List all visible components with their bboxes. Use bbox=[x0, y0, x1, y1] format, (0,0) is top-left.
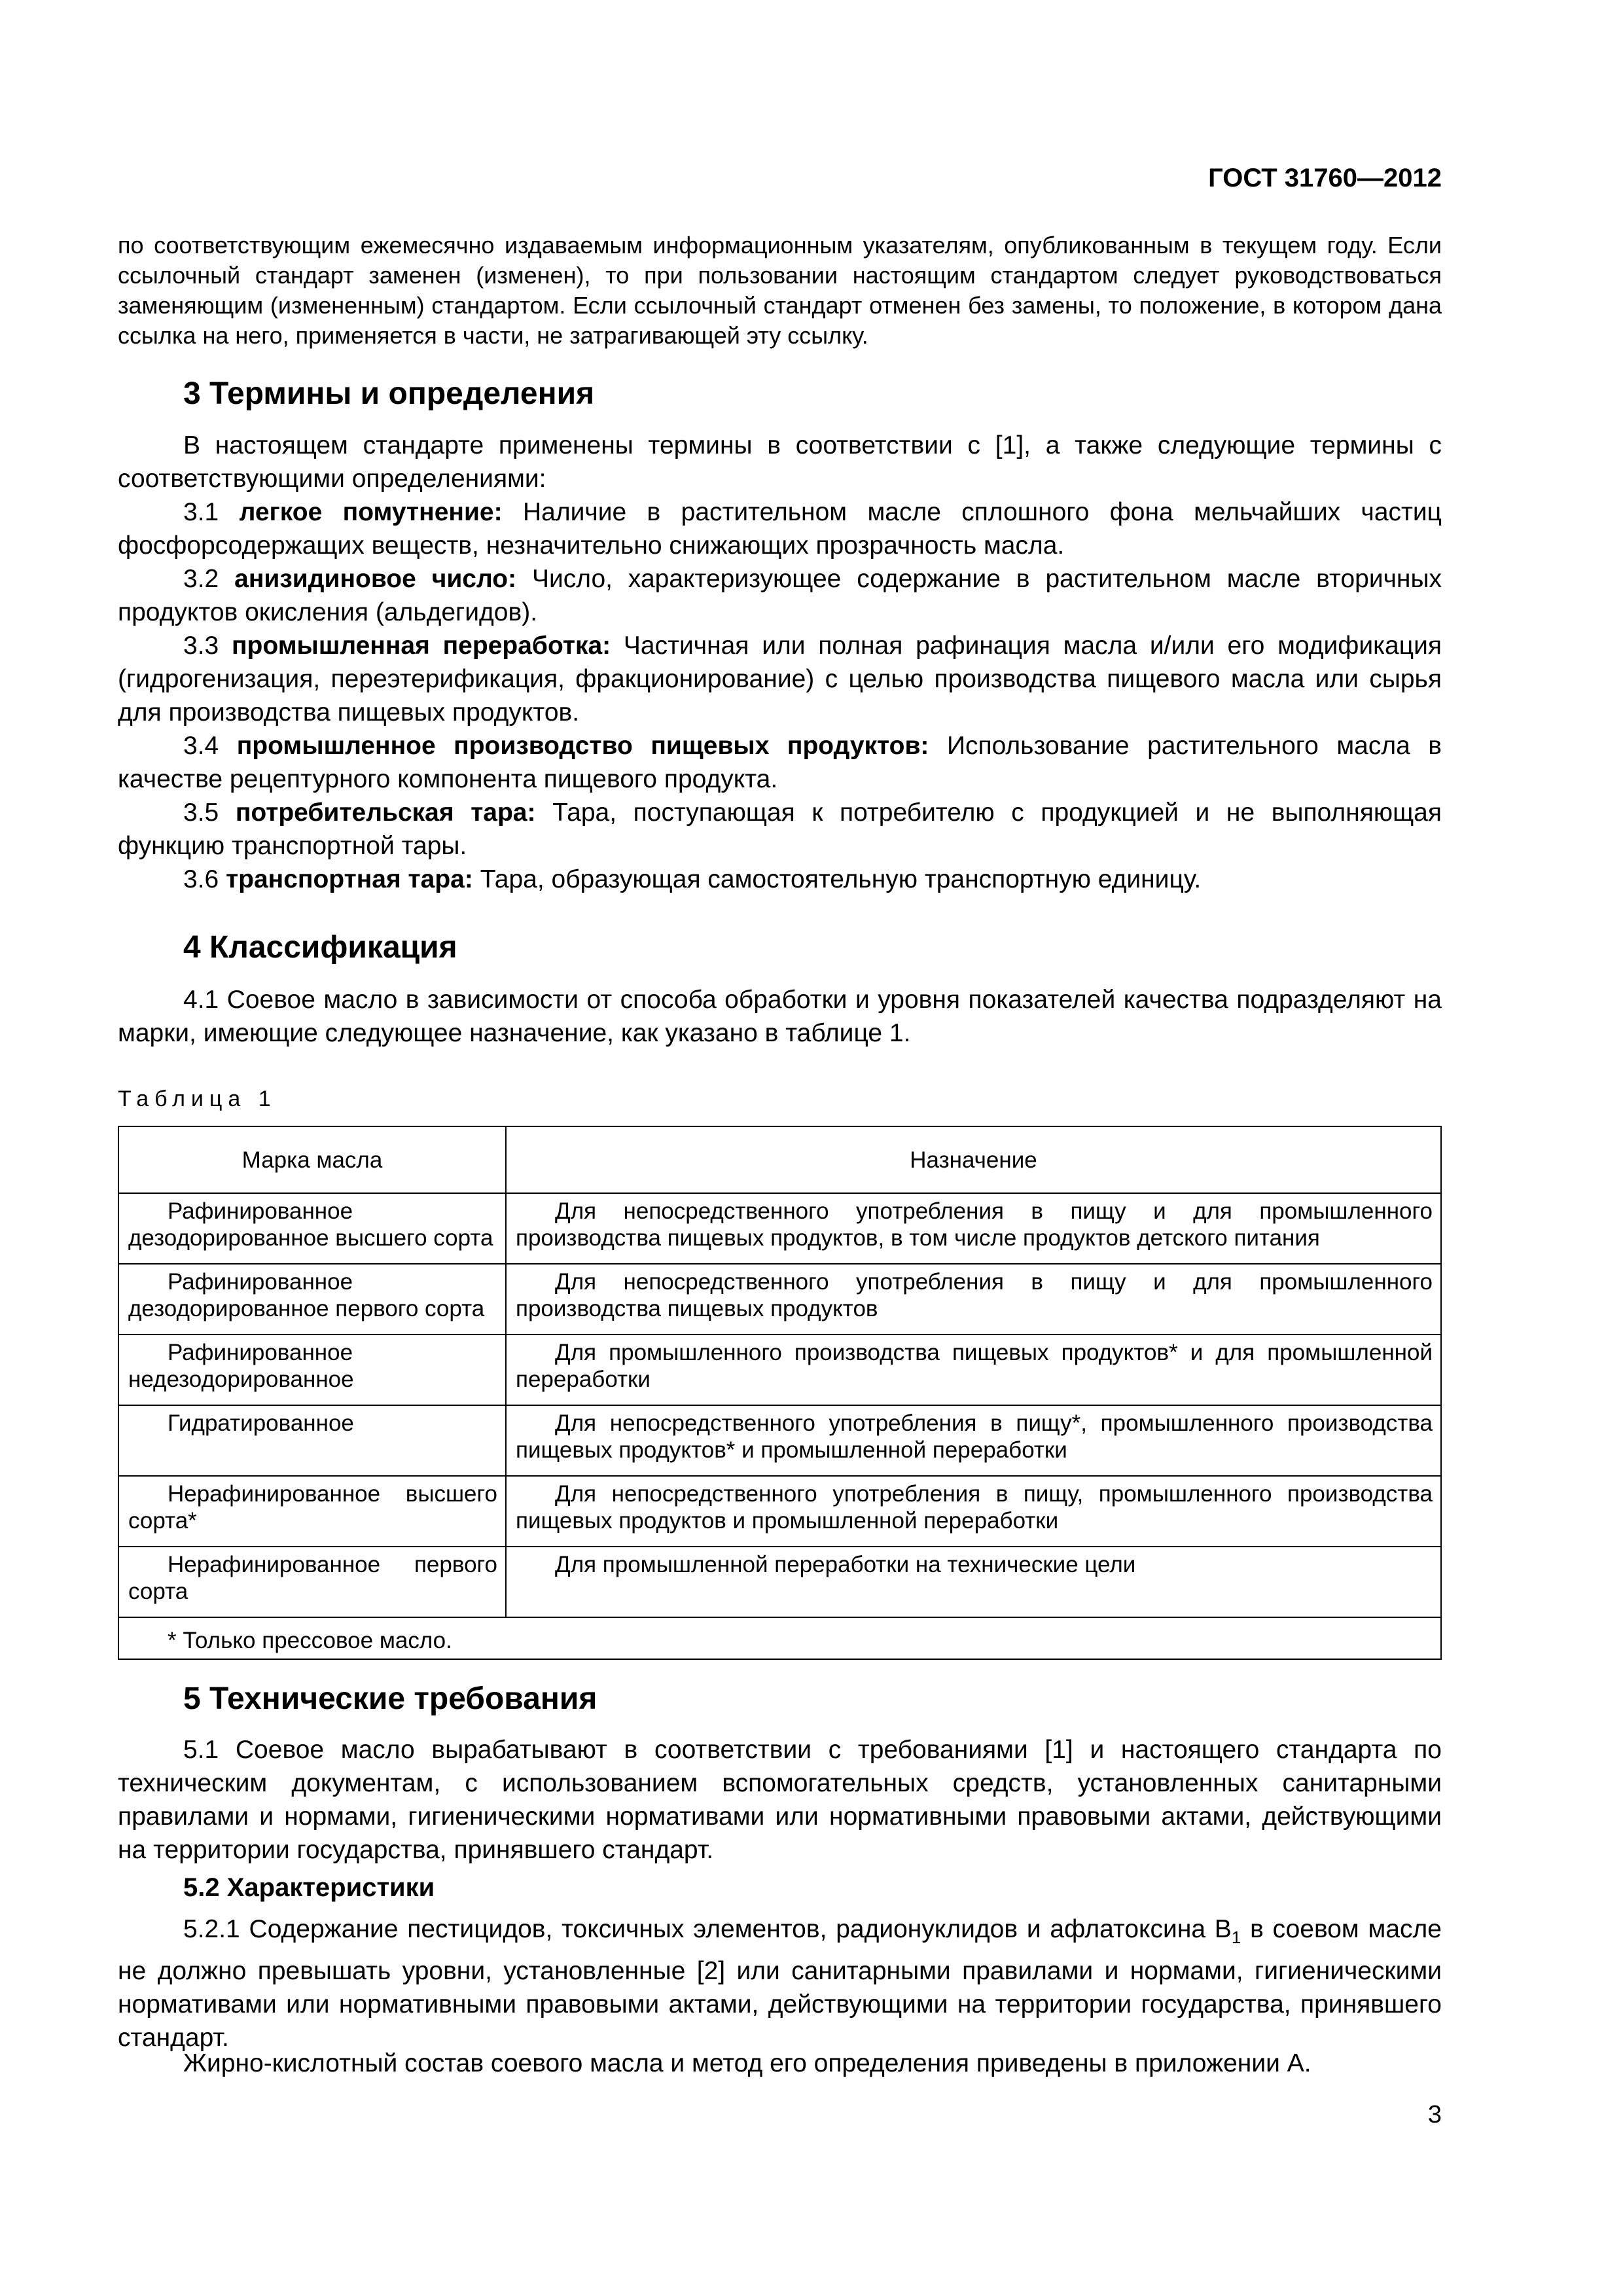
paragraph-5-2-1: 5.2.1 Содержание пестицидов, токсичных элементов, радионуклидов и афлатоксина $В_1$ в соевом масле не должно превышать уровни, установленные [2] или санитарными правилами и нормами, гигиеническими нормативами или нормативными правовыми актами, действующими на территории государства, принявшего стандарт. bbox=[118, 1915, 1442, 2052]
section-5-heading: 5 Технические требования bbox=[183, 1681, 597, 1716]
table-caption: Таблица 1 bbox=[118, 1086, 277, 1111]
term-3-2: 3.2 анизидиновое число: Число, характеризующее содержание в растительном масле вторичных продуктов окисления (альдегидов). bbox=[118, 565, 1442, 626]
paragraph-4-1: 4.1 Соевое масло в зависимости от способа обработки и уровня показателей качества подразделяют на марки, имеющие следующее назначение, как указано в таблице 1. bbox=[118, 986, 1442, 1047]
subsection-5-2-heading: 5.2 Характеристики bbox=[183, 1873, 435, 1902]
page-number: 3 bbox=[1427, 2101, 1442, 2128]
section-3-heading: 3 Термины и определения bbox=[183, 376, 595, 411]
section-3-body bbox=[118, 429, 1442, 896]
paragraph-5-1: 5.1 Соевое масло вырабатывают в соответствии с требованиями [1] и настоящего стандарта по техническим документам, с использованием вспомогательных средств, установленных санитарными правилами и нормами, гигиеническими нормативами или нормативными правовыми актами, действующими на территории государства, принявшего стандарт. bbox=[118, 1736, 1442, 1864]
table-footnote: * Только прессовое масло. bbox=[118, 1617, 1441, 1659]
table-row: Гидратированное Для непосредственного употребления в пищу*, промышленного производства пищевых продуктов* и промышленной переработки bbox=[118, 1405, 1441, 1476]
intro-paragraph: по соответствующим ежемесячно издаваемым информационным указателям, опубликованным в текущем году. Если ссылочный стандарт заменен (изменен), то при пользовании настоящим стандартом следует руководствоваться заменяющим (измененным) стандартом. Если ссылочный стандарт отменен без замены, то положение, в котором дана ссылка на него, применяется в части, не затрагивающей эту ссылку. bbox=[118, 232, 1442, 349]
term-3-1: 3.1 легкое помутнение: Наличие в растительном масле сплошного фона мельчайших частиц фосфорсодержащих веществ, незначительно снижающих прозрачность масла. bbox=[118, 498, 1442, 560]
term-3-5: 3.5 потребительская тара: Тара, поступающая к потребителю с продукцией и не выполняющая функцию транспортной тары. bbox=[118, 798, 1442, 860]
section-4-heading: 4 Классификация bbox=[183, 930, 457, 965]
table-row: Нерафинированное первого сорта Для промышленной переработки на технические цели bbox=[118, 1547, 1441, 1617]
table-row: Рафинированное дезодорированное высшего сорта Для непосредственного употребления в пищу и для промышленного производства пищевых продуктов, в том числе продуктов детского питания bbox=[118, 1193, 1441, 1264]
section-3-intro: В настоящем стандарте применены термины в соответствии с [1], а также следующие термины с соответствующими определениями: bbox=[118, 431, 1442, 493]
paragraph-fatty-acid: Жирно-кислотный состав соевого масла и метод его определения приведены в приложении А. bbox=[183, 2049, 1311, 2077]
term-3-3: 3.3 промышленная переработка: Частичная или полная рафинация масла и/или его модификация (гидрогенизация, переэтерификация, фракционирование) с целью производства пищевого масла или сырья для производства пищевых продуктов. bbox=[118, 632, 1442, 726]
table-row: Нерафинированное высшего сорта* Для непосредственного употребления в пищу, промышленного производства пищевых продуктов и промышленной переработки bbox=[118, 1476, 1441, 1547]
document-id-header: ГОСТ 31760—2012 bbox=[1208, 164, 1442, 192]
table-row: Рафинированное дезодорированное первого сорта Для непосредственного употребления в пищу и для промышленного производства пищевых продуктов bbox=[118, 1264, 1441, 1335]
table-header-grade: Марка масла bbox=[118, 1126, 506, 1193]
term-3-4: 3.4 промышленное производство пищевых продуктов: Использование растительного масла в качестве рецептурного компонента пищевого продукта. bbox=[118, 732, 1442, 793]
table-header-purpose: Назначение bbox=[506, 1126, 1441, 1193]
table-row: Рафинированное недезодорированное Для промышленного производства пищевых продуктов* и для промышленной переработки bbox=[118, 1335, 1441, 1405]
term-3-6: 3.6 транспортная тара: Тара, образующая самостоятельную транспортную единицу. bbox=[183, 865, 1202, 893]
table-1 bbox=[118, 1126, 1442, 1660]
